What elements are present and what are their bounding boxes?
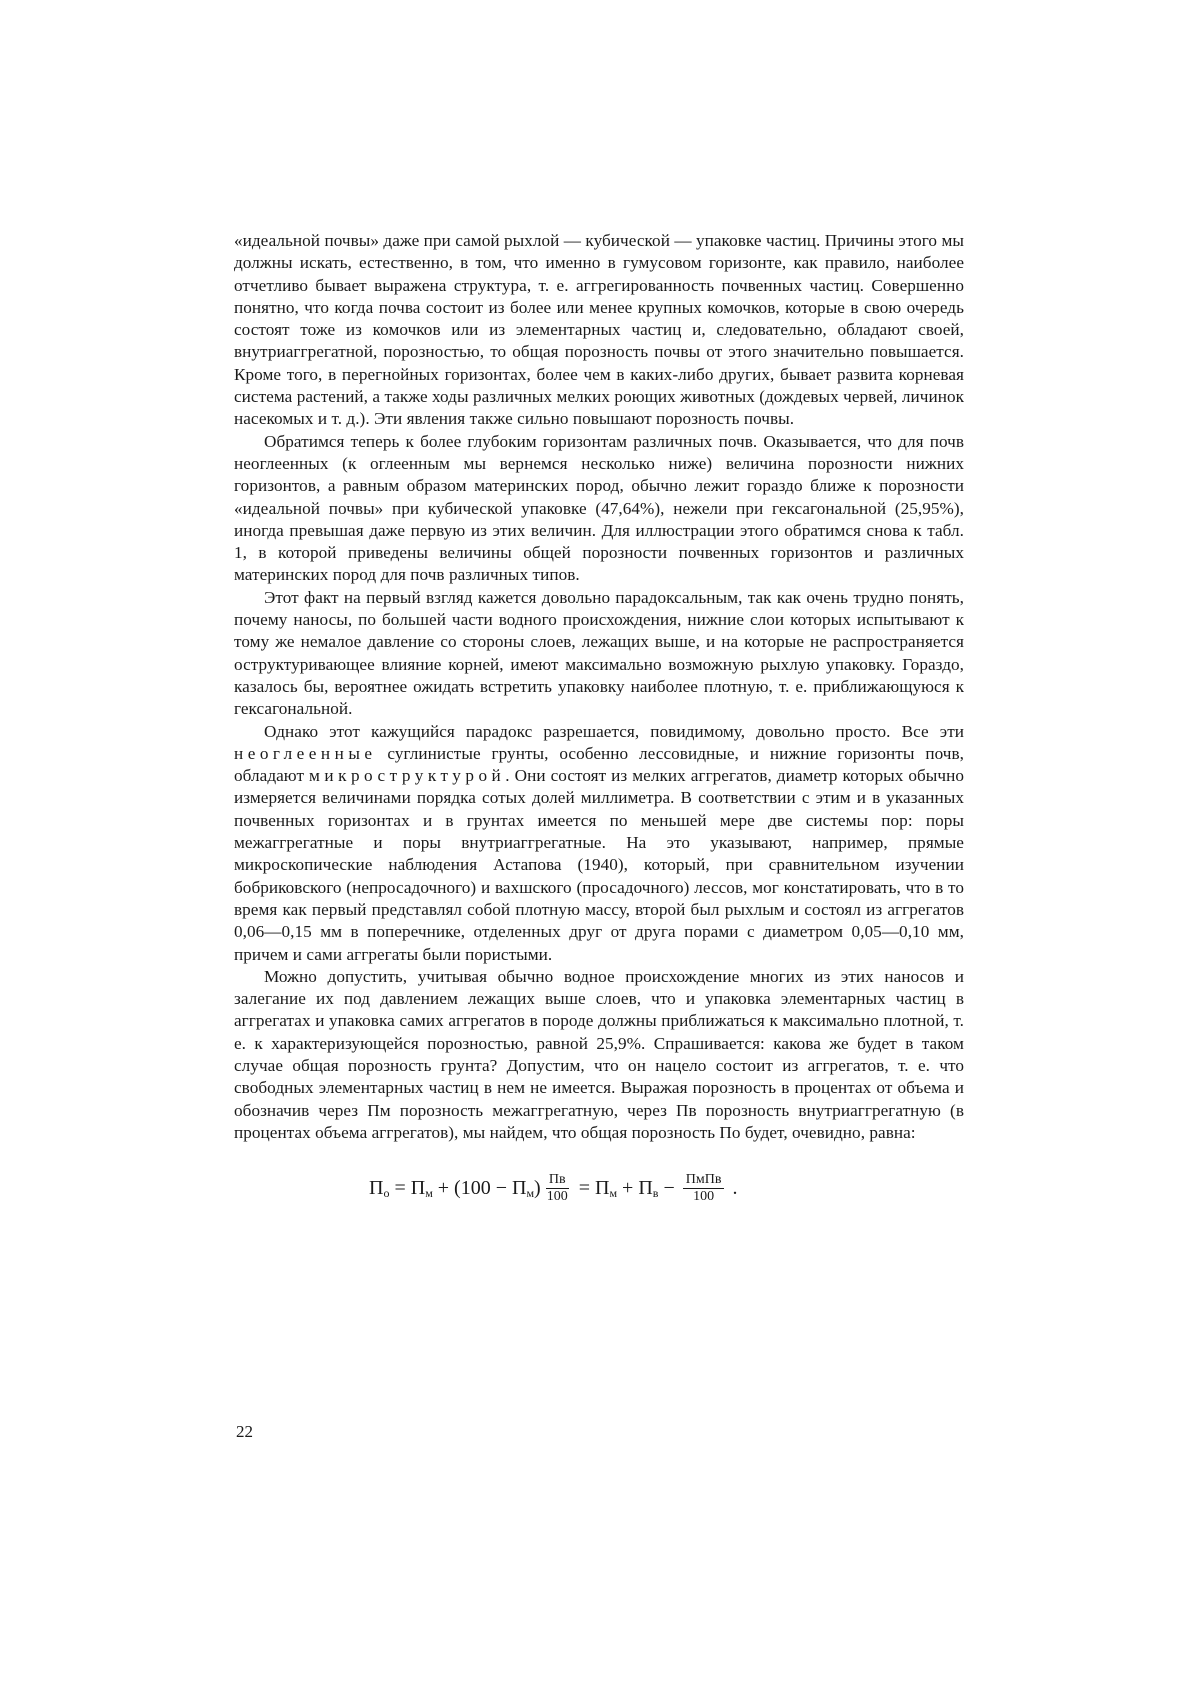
paragraph-4 bbox=[234, 721, 964, 966]
page-text-block bbox=[234, 230, 964, 1224]
paragraph-4-part-e: . Они состоят из мелких аггрегатов, диаметр которых обычно измеряется величинами порядка сотых долей миллиметра. В соответствии с этим и в указанных почвенных горизонтах и в грунтах имеется по меньшей мере две системы пор: поры межаггрегатные и поры внутриаггрегатные. На это указывают, например, прямые микроскопические наблюдения Астапова (1940), который, при сравнительном изучении бобриковского (непросадочного) и вахшского (просадочного) лессов, мог констатировать, что в то время как первый представлял собой плотную массу, второй был рыхлым и состоял из аггрегатов 0,06—0,15 мм в поперечнике, отделенных друг от друга порами с диаметром 0,05—0,10 мм, причем и сами аггрегаты были пористыми. bbox=[234, 766, 964, 964]
formula-equals-1: = bbox=[389, 1177, 411, 1200]
porosity-formula bbox=[234, 1164, 964, 1224]
formula-close-paren: ) bbox=[534, 1177, 541, 1200]
formula-minus: − bbox=[658, 1177, 680, 1200]
formula-symbol-pm-2: П bbox=[512, 1177, 527, 1200]
page-number: 22 bbox=[236, 1422, 253, 1441]
fraction-1-numerator: Пв bbox=[546, 1172, 569, 1189]
paragraph-1: «идеальной почвы» даже при самой рыхлой — кубической — упаковке частиц. Причины этого мы должны искать, естественно, в том, что именно в гумусовом горизонте, как правило, наиболее отчетливо бывает выражена структура, т. е. аггрегированность почвенных частиц. Совершенно понятно, что когда почва состоит из более или менее крупных комочков, которые в свою очередь состоят тоже из комочков или из элементарных частиц и, следовательно, обладают своей, внутриаггрегатной, порозностью, то общая порозность почвы от этого значительно повышается. Кроме того, в перегнойных горизонтах, более чем в каких-либо других, бывает развита корневая система растений, а также ходы различных мелких роющих животных (дождевых червей, личинок насекомых и т. д.). Эти явления также сильно повышают порозность почвы. bbox=[234, 231, 964, 429]
formula-fraction-2 bbox=[683, 1172, 725, 1205]
formula-sub-v: в bbox=[652, 1186, 659, 1201]
paragraph-4-part-a: Однако этот кажущийся парадокс разрешается, повидимому, довольно просто. Все эти bbox=[264, 721, 964, 741]
formula-plus: + bbox=[617, 1177, 639, 1200]
paragraph-3: Этот факт на первый взгляд кажется довольно парадоксальным, так как очень трудно понять, почему наносы, по большей части водного происхождения, нижние слои которых испытывают к тому же немалое давление со стороны слоев, лежащих выше, и на которые не распространяется оструктуривающее влияние корней, имеют максимально возможную рыхлую упаковку. Гораздо, казалось бы, вероятнее ожидать встретить упаковку наиболее плотную, т. е. приближающуюся к гексагональной. bbox=[234, 587, 964, 719]
formula-plus-paren: + (100 − bbox=[432, 1177, 512, 1200]
formula-sub-m-3: м bbox=[609, 1186, 618, 1201]
emphasis-neogleennye: неоглеенные bbox=[234, 743, 377, 763]
formula-sub-m-2: м bbox=[526, 1186, 535, 1201]
emphasis-mikrostruktura: микроструктурой bbox=[309, 766, 506, 786]
formula-symbol-po: П bbox=[369, 1177, 384, 1200]
paragraph-4-part-c: суглинистые грунты, особенно лессовидные, и нижние горизонты почв, обладают bbox=[234, 743, 964, 786]
formula-sub-m-1: м bbox=[425, 1186, 433, 1201]
formula-symbol-pv: П bbox=[638, 1177, 653, 1200]
formula-symbol-pm-1: П bbox=[410, 1177, 426, 1200]
formula-equals-2: = bbox=[573, 1177, 595, 1200]
paragraph-5: Можно допустить, учитывая обычно водное происхождение многих из этих наносов и залегание их под давлением лежащих выше слоев, что и упаковка элементарных частиц в аггрегатах и упаковка самих аггрегатов в породе должны приближаться к максимально плотной, т. е. к характеризующейся порозностью, равной 25,9%. Спрашивается: какова же будет в таком случае общая порозность грунта? Допустим, что он нацело состоит из аггрегатов, т. е. что свободных элементарных частиц в нем не имеется. Выражая порозность в процентах от объема и обозначив через Пм порозность межаггрегатную, через Пв порозность внутриаггрегатную (в процентах объема аггрегатов), мы найдем, что общая порозность По будет, очевидно, равна: bbox=[234, 966, 964, 1142]
fraction-2-denominator: 100 bbox=[693, 1189, 715, 1205]
fraction-1-denominator: 100 bbox=[546, 1189, 568, 1205]
paragraph-2: Обратимся теперь к более глубоким горизонтам различных почв. Оказывается, что для почв неоглеенных (к оглеенным мы вернемся несколько ниже) величина порозности нижних горизонтов, а равным образом материнских пород, обычно лежит гораздо ближе к порозности «идеальной почвы» при кубической упаковке (47,64%), нежели при гексагональной (25,95%), иногда превышая даже первую из этих величин. Для иллюстрации этого обратимся снова к табл. 1, в которой приведены величины общей порозности почвенных горизонтов и различных материнских пород для почв различных типов. bbox=[234, 431, 964, 585]
formula-symbol-pm-3: П bbox=[595, 1177, 610, 1200]
formula-fraction-1 bbox=[544, 1172, 571, 1205]
formula-end-period: . bbox=[727, 1177, 738, 1200]
fraction-2-numerator: ПмПв bbox=[683, 1172, 725, 1189]
formula-sub-o: о bbox=[383, 1186, 390, 1201]
